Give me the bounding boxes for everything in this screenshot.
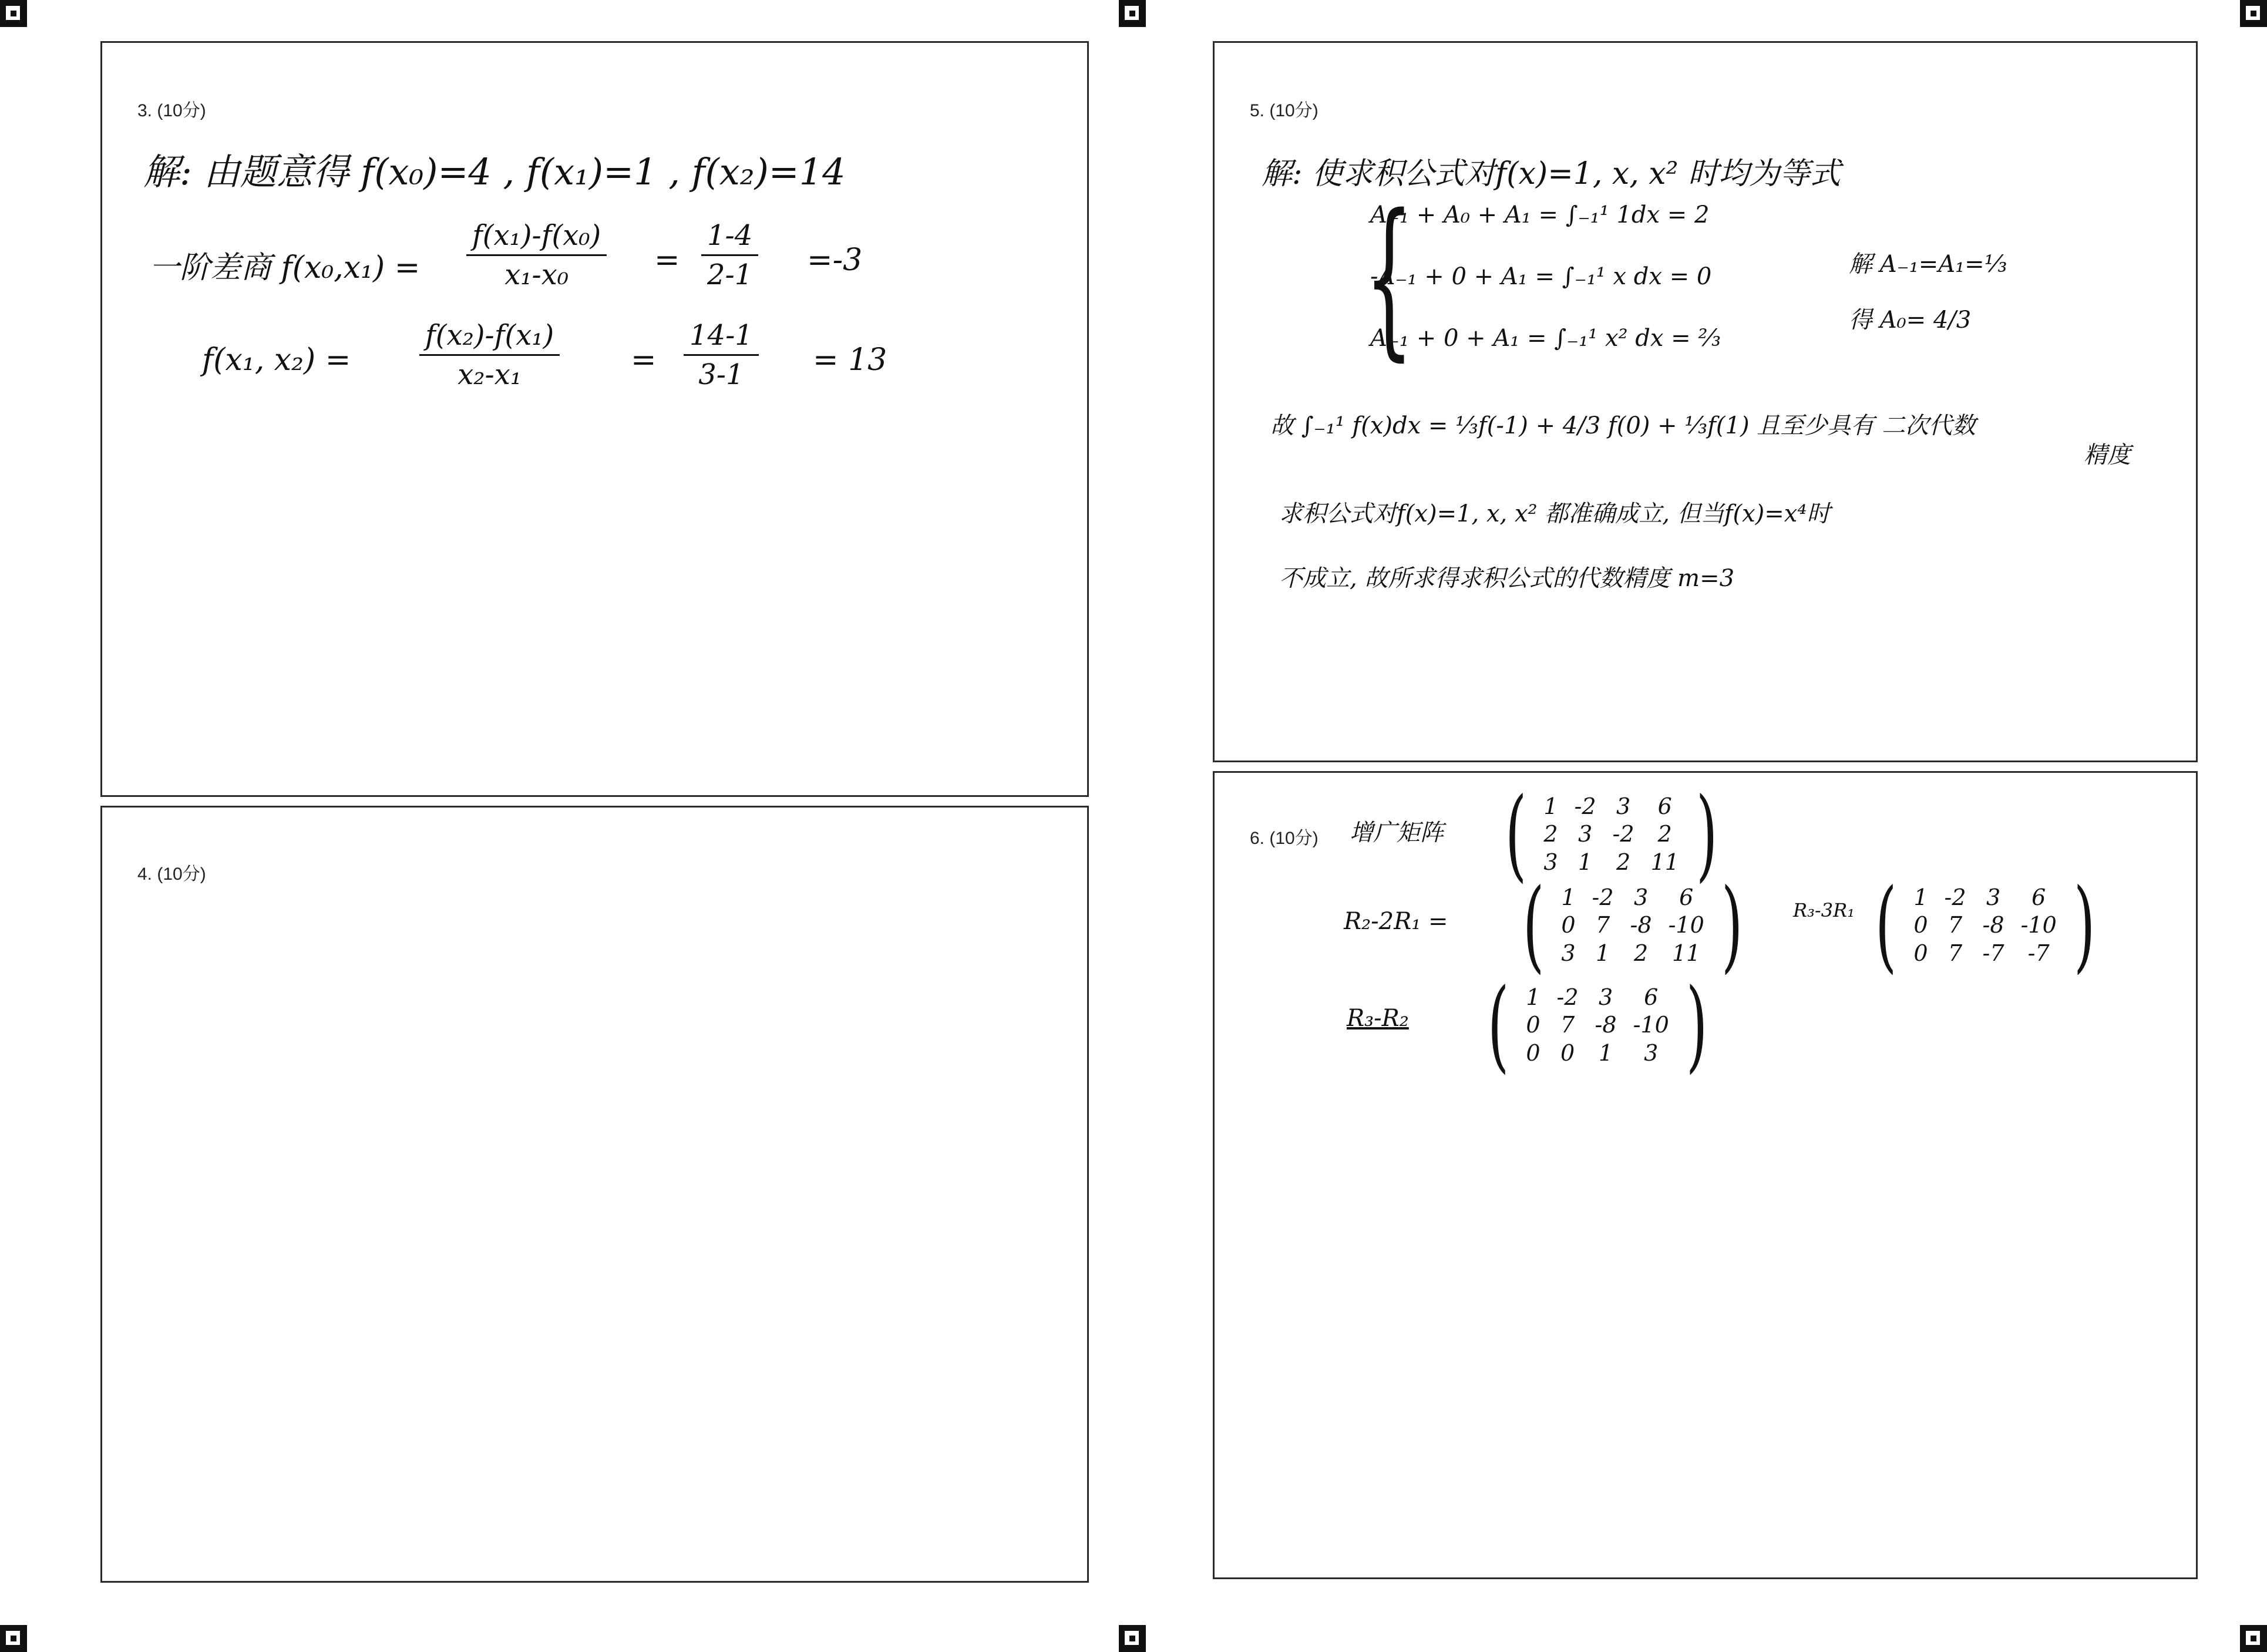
matrix-row	[1905, 911, 2064, 940]
registration-marker-top-right	[2240, 0, 2267, 27]
matrix-cell: -10	[2020, 912, 2057, 938]
answer-line-1: 解: 使求积公式对f(x)=1, x, x² 时均为等式	[1262, 156, 1841, 191]
matrix-cell: -2	[1556, 984, 1579, 1010]
matrix-table	[1518, 984, 1677, 1068]
matrix-cell: 6	[2031, 884, 2046, 910]
matrix-table	[1535, 793, 1687, 877]
conclusion-line-2: 求积公式对f(x)=1, x, x² 都准确成立, 但当f(x)=x⁴时	[1279, 500, 1831, 527]
answer-line-3-prefix: f(x₁, x₂) =	[202, 342, 351, 378]
matrix-cell: 1	[1913, 884, 1928, 910]
matrix-cell: 7	[1948, 940, 1963, 966]
matrix-cell: 2	[1633, 940, 1649, 966]
matrix-cell: -10	[1633, 1012, 1669, 1038]
matrix-cell: 0	[1560, 1039, 1575, 1066]
matrix-row	[1518, 1039, 1677, 1068]
matrix-cell: -8	[1595, 1012, 1617, 1038]
matrix-row	[1905, 884, 2064, 912]
matrix-cell: 3	[1578, 821, 1593, 847]
solution-line-a: 解 A₋₁=A₁=⅓	[1849, 251, 2007, 278]
matrix-cell: 2	[1616, 849, 1631, 875]
result: =-3	[807, 243, 863, 278]
result: = 13	[813, 342, 887, 378]
fraction	[419, 319, 560, 391]
equals-sign: =	[631, 342, 657, 378]
matrix-cell: 7	[1948, 912, 1963, 938]
matrix-row	[1553, 884, 1712, 912]
matrix-cell: 3	[1633, 884, 1649, 910]
matrix-row	[1905, 940, 2064, 968]
question-label: 4. (10分)	[137, 864, 206, 884]
matrix-step-1	[1514, 867, 1751, 984]
matrix-cell: 3	[1561, 940, 1576, 966]
bracket-left: (	[1487, 967, 1509, 1084]
bracket-right: )	[1721, 867, 1743, 984]
matrix-cell: 3	[1598, 984, 1613, 1010]
matrix-row	[1535, 793, 1687, 821]
matrix-cell: 7	[1560, 1012, 1575, 1038]
matrix-step-2	[1866, 867, 2104, 984]
fraction-numerator: 14-1	[684, 319, 759, 356]
answer-box-q3	[100, 41, 1089, 797]
registration-marker-bottom-left	[0, 1625, 27, 1652]
matrix-cell: 6	[1657, 793, 1672, 819]
matrix-cell: 1	[1598, 1039, 1613, 1066]
matrix-cell: 1	[1561, 884, 1576, 910]
matrix-cell: 0	[1526, 1039, 1541, 1066]
matrix-cell: 2	[1543, 821, 1558, 847]
bracket-right: )	[1686, 967, 1708, 1084]
matrix-cell: -7	[2027, 940, 2050, 966]
answer-line-1: 解: 由题意得 f(x₀)=4 , f(x₁)=1 , f(x₂)=14	[143, 150, 846, 193]
question-label: 6. (10分)	[1250, 829, 1319, 848]
matrix-cell: 3	[1543, 849, 1558, 875]
equation-system-row-1: A₋₁ + A₀ + A₁ = ∫₋₁¹ 1dx = 2	[1370, 201, 1710, 228]
matrix-cell: 6	[1679, 884, 1694, 910]
matrix-cell: 2	[1657, 821, 1672, 847]
matrix-cell: 11	[1672, 940, 1701, 966]
answer-box-q5	[1213, 41, 2198, 762]
fraction	[684, 319, 759, 391]
equation-system-row-3: A₋₁ + 0 + A₁ = ∫₋₁¹ x² dx = ⅔	[1370, 325, 1721, 352]
matrix-row	[1518, 984, 1677, 1012]
fraction-denominator: 2-1	[707, 258, 753, 291]
matrix-cell: -8	[1630, 912, 1652, 938]
matrix-cell: 3	[1986, 884, 2001, 910]
fraction-denominator: 3-1	[698, 358, 744, 391]
row-operation-3: R₃-R₂	[1347, 1005, 1409, 1032]
answer-box-q4	[100, 806, 1089, 1583]
question-label: 3. (10分)	[137, 101, 206, 120]
bracket-left: (	[1505, 776, 1527, 893]
conclusion-line-1: 故 ∫₋₁¹ f(x)dx = ⅓f(-1) + 4/3 f(0) + ⅓f(1) 且至少具有 二次代数	[1270, 412, 1976, 439]
matrix-row	[1535, 820, 1687, 849]
matrix-cell: 1	[1543, 793, 1558, 819]
matrix-cell: 0	[1561, 912, 1576, 938]
matrix-cell: 1	[1578, 849, 1593, 875]
matrix-table	[1553, 884, 1712, 968]
matrix-cell: 0	[1526, 1012, 1541, 1038]
bracket-left: (	[1522, 867, 1545, 984]
system-brace: {	[1364, 179, 1414, 376]
fraction-numerator: f(x₂)-f(x₁)	[419, 319, 560, 356]
registration-marker-bottom-center	[1119, 1625, 1146, 1652]
augmented-matrix-label: 增广矩阵	[1350, 819, 1444, 846]
matrix-row	[1535, 849, 1687, 877]
equals-sign: =	[654, 243, 680, 278]
registration-marker-top-left	[0, 0, 27, 27]
matrix-cell: 6	[1644, 984, 1659, 1010]
conclusion-line-3: 不成立, 故所求得求积公式的代数精度 m=3	[1279, 565, 1735, 592]
matrix-cell: 7	[1595, 912, 1610, 938]
answer-box-q6	[1213, 771, 2198, 1579]
row-operation-2: R₃-3R₁	[1793, 899, 1855, 921]
fraction-numerator: f(x₁)-f(x₀)	[466, 219, 607, 256]
row-operation-1: R₂-2R₁ =	[1344, 908, 1448, 935]
matrix-cell: 1	[1595, 940, 1610, 966]
bracket-right: )	[2073, 867, 2096, 984]
solution-line-b: 得 A₀= 4/3	[1849, 307, 1972, 334]
matrix-cell: 11	[1650, 849, 1679, 875]
fraction-numerator: 1-4	[701, 219, 758, 256]
matrix-table	[1905, 884, 2064, 968]
matrix-cell: -10	[1668, 912, 1704, 938]
bracket-left: (	[1875, 867, 1897, 984]
matrix-cell: -7	[1982, 940, 2004, 966]
question-label: 5. (10分)	[1250, 101, 1319, 120]
matrix-cell: 0	[1913, 940, 1928, 966]
fraction	[701, 219, 758, 291]
matrix-cell: 1	[1526, 984, 1541, 1010]
bracket-right: )	[1696, 776, 1718, 893]
matrix-row	[1553, 911, 1712, 940]
answer-line-2-prefix: 一阶差商 f(x₀,x₁) =	[149, 250, 421, 285]
matrix-cell: -2	[1574, 793, 1596, 819]
conclusion-line-1b: 精度	[2084, 442, 2131, 469]
matrix-cell: -8	[1982, 912, 2004, 938]
matrix-row	[1518, 1011, 1677, 1039]
registration-marker-top-center	[1119, 0, 1146, 27]
matrix-row	[1553, 940, 1712, 968]
matrix-cell: 3	[1616, 793, 1631, 819]
fraction-denominator: x₁-x₀	[504, 258, 569, 291]
matrix-cell: -2	[1612, 821, 1634, 847]
matrix-cell: -2	[1592, 884, 1614, 910]
matrix-cell: 0	[1913, 912, 1928, 938]
equation-system-row-2: -A₋₁ + 0 + A₁ = ∫₋₁¹ x dx = 0	[1370, 263, 1712, 290]
matrix-cell: -2	[1944, 884, 1966, 910]
fraction-denominator: x₂-x₁	[458, 358, 522, 391]
matrix-cell: 3	[1644, 1039, 1659, 1066]
registration-marker-bottom-right	[2240, 1625, 2267, 1652]
fraction	[466, 219, 607, 291]
matrix-step-3	[1479, 967, 1716, 1084]
